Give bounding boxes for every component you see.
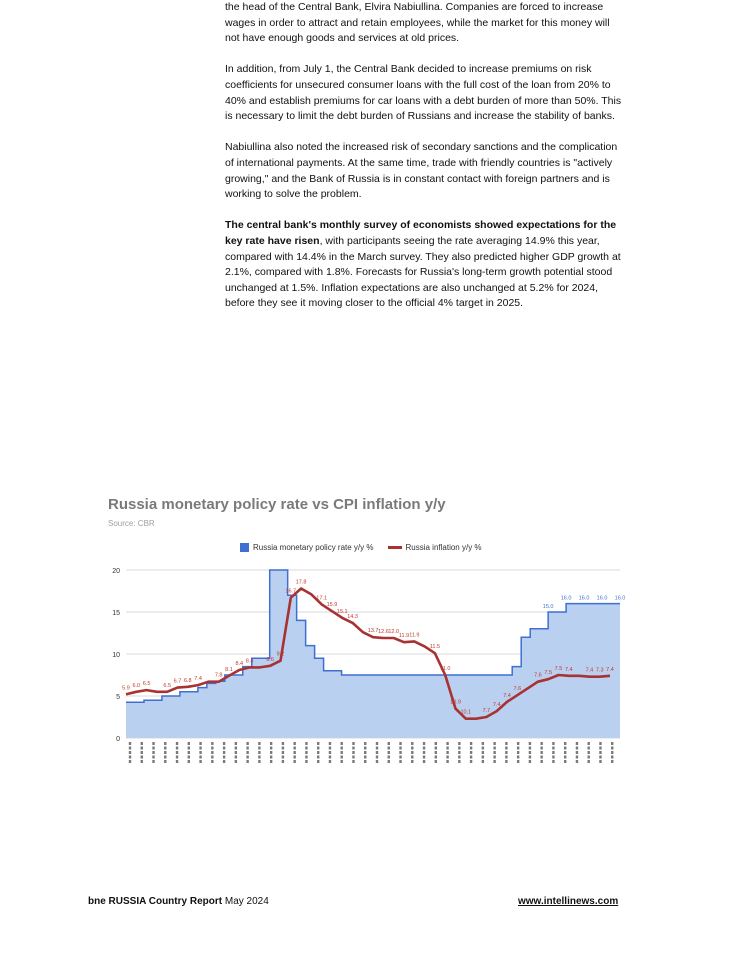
cpi-data-label: 12.0 [388, 629, 400, 636]
footer-report [88, 896, 269, 907]
chart-legend [240, 543, 482, 552]
x-axis-ticks [130, 742, 612, 764]
rate-data-label: 16.0 [560, 595, 572, 602]
cpi-data-label: 7.6 [513, 686, 522, 693]
cpi-data-label: 7.7 [482, 708, 491, 714]
paragraph-4 [225, 218, 625, 312]
cpi-data-label: 7.4 [585, 667, 594, 674]
chart-subtitle: Source: CBR [108, 519, 155, 528]
cpi-data-label: 7.8 [214, 672, 223, 679]
paragraph-4-text: , with participants seeing the rate averaging 14.9% this year, compared with 14.4% in the March survey. They also predicted higher GDP growth at 2.1%, compared with 1.8%. Forecasts for Russia's long-term growth potential stood unchanged at 1.5%. Inflation expectations are also unchanged at 5.2% for 2024, before they see it moving closer to the official 4% target in 2025. [225, 234, 621, 310]
cpi-data-label: 7.4 [492, 702, 501, 709]
cpi-data-label: 6.5 [142, 681, 151, 688]
paragraph-4-bold: The central bank's monthly survey of economists showed expectations for the key rate have risen [225, 219, 617, 247]
cpi-data-label: 10.1 [460, 709, 472, 716]
cpi-data-label: 11.9 [409, 632, 420, 639]
rate-data-label: 16.0 [578, 595, 590, 602]
y-axis-ticks [112, 568, 120, 743]
cpi-data-label: 7.4 [606, 666, 614, 673]
chart-area [100, 558, 660, 803]
article-body [225, 0, 625, 327]
y-tick-label: 0 [116, 736, 120, 743]
cpi-data-label: 6.7 [173, 678, 182, 685]
cpi-data-label: 13.7 [367, 628, 379, 635]
cpi-data-label: 7.3 [595, 667, 604, 674]
y-tick-label: 10 [112, 652, 120, 659]
cpi-data-label: 11.5 [429, 644, 441, 651]
cpi-data-label: 8.6 [266, 656, 274, 663]
footer-brand: bne RUSSIA Country Report [88, 896, 223, 907]
cpi-data-label: 6.8 [183, 677, 192, 684]
cpi-data-label: 7.6 [534, 672, 542, 679]
cpi-data-label: 8.1 [225, 666, 233, 673]
cpi-data-label: 7.5 [544, 670, 553, 677]
rate-data-label: 16.0 [614, 595, 626, 602]
footer-site-link[interactable]: www.intellinews.com [518, 896, 619, 907]
legend-label-rate: Russia monetary policy rate y/y % [253, 543, 374, 552]
legend-swatch-rate [240, 543, 249, 552]
cpi-data-label: 14.3 [347, 613, 358, 620]
paragraph-2: In addition, from July 1, the Central Bank decided to increase premiums on risk coefficients for unsecured consumer loans with the full cost of the loan from 20% to 40% and establish premiums for car loans with a debt burden of more than 50%. This is necessary to limit the debt burden of Russians and increase the stability of banks. [225, 63, 622, 123]
cpi-data-label: 16.7 [285, 588, 297, 595]
cpi-data-label: 6.5 [163, 682, 172, 689]
legend-label-cpi: Russia inflation y/y % [405, 543, 482, 552]
cpi-data-label: 11.0 [440, 666, 451, 672]
y-tick-label: 15 [112, 610, 120, 617]
cpi-data-label: 7.4 [194, 676, 202, 683]
y-tick-label: 5 [116, 694, 120, 701]
cpi-data-label: 17.8 [295, 579, 307, 586]
paragraph-1: the head of the Central Bank, Elvira Nabiullina. Companies are forced to increase wages in order to attract and retain employees, while the market for this money will not have enough goods and services at old prices. [225, 1, 610, 45]
cpi-data-label: 9.2 [276, 651, 285, 658]
legend-item-rate[interactable] [240, 543, 374, 552]
y-tick-label: 20 [112, 568, 120, 575]
cpi-data-label: 12.6 [378, 629, 389, 636]
footer-date: May 2024 [224, 896, 269, 907]
paragraph-3: Nabiullina also noted the increased risk of secondary sanctions and the complication of international payments. At the same time, trade with friendly countries is "actively growing," and the Bank of Russia is in constant contact with foreign partners and is working to solve the problem. [225, 141, 618, 201]
cpi-data-label: 11.9 [398, 633, 410, 640]
cpi-data-label: 7.4 [564, 666, 573, 673]
cpi-data-label: 7.5 [554, 666, 563, 672]
legend-swatch-cpi [388, 546, 402, 549]
rate-data-label: 15.0 [542, 604, 554, 610]
chart-title: Russia monetary policy rate vs CPI inflation y/y [108, 496, 446, 513]
legend-item-cpi[interactable] [388, 543, 482, 552]
rate-data-label: 16.0 [596, 595, 608, 602]
cpi-data-label: 17.1 [316, 595, 328, 602]
cpi-data-label: 8.4 [245, 658, 254, 665]
cpi-data-label: 7.4 [503, 692, 511, 699]
cpi-data-label: 15.1 [336, 608, 348, 615]
cpi-data-label: 8.4 [235, 660, 244, 667]
cpi-data-label: 5.9 [122, 685, 130, 692]
cpi-data-label: 10.9 [450, 699, 461, 706]
cpi-data-label: 15.9 [326, 602, 338, 609]
cpi-data-label: 6.0 [132, 682, 141, 689]
